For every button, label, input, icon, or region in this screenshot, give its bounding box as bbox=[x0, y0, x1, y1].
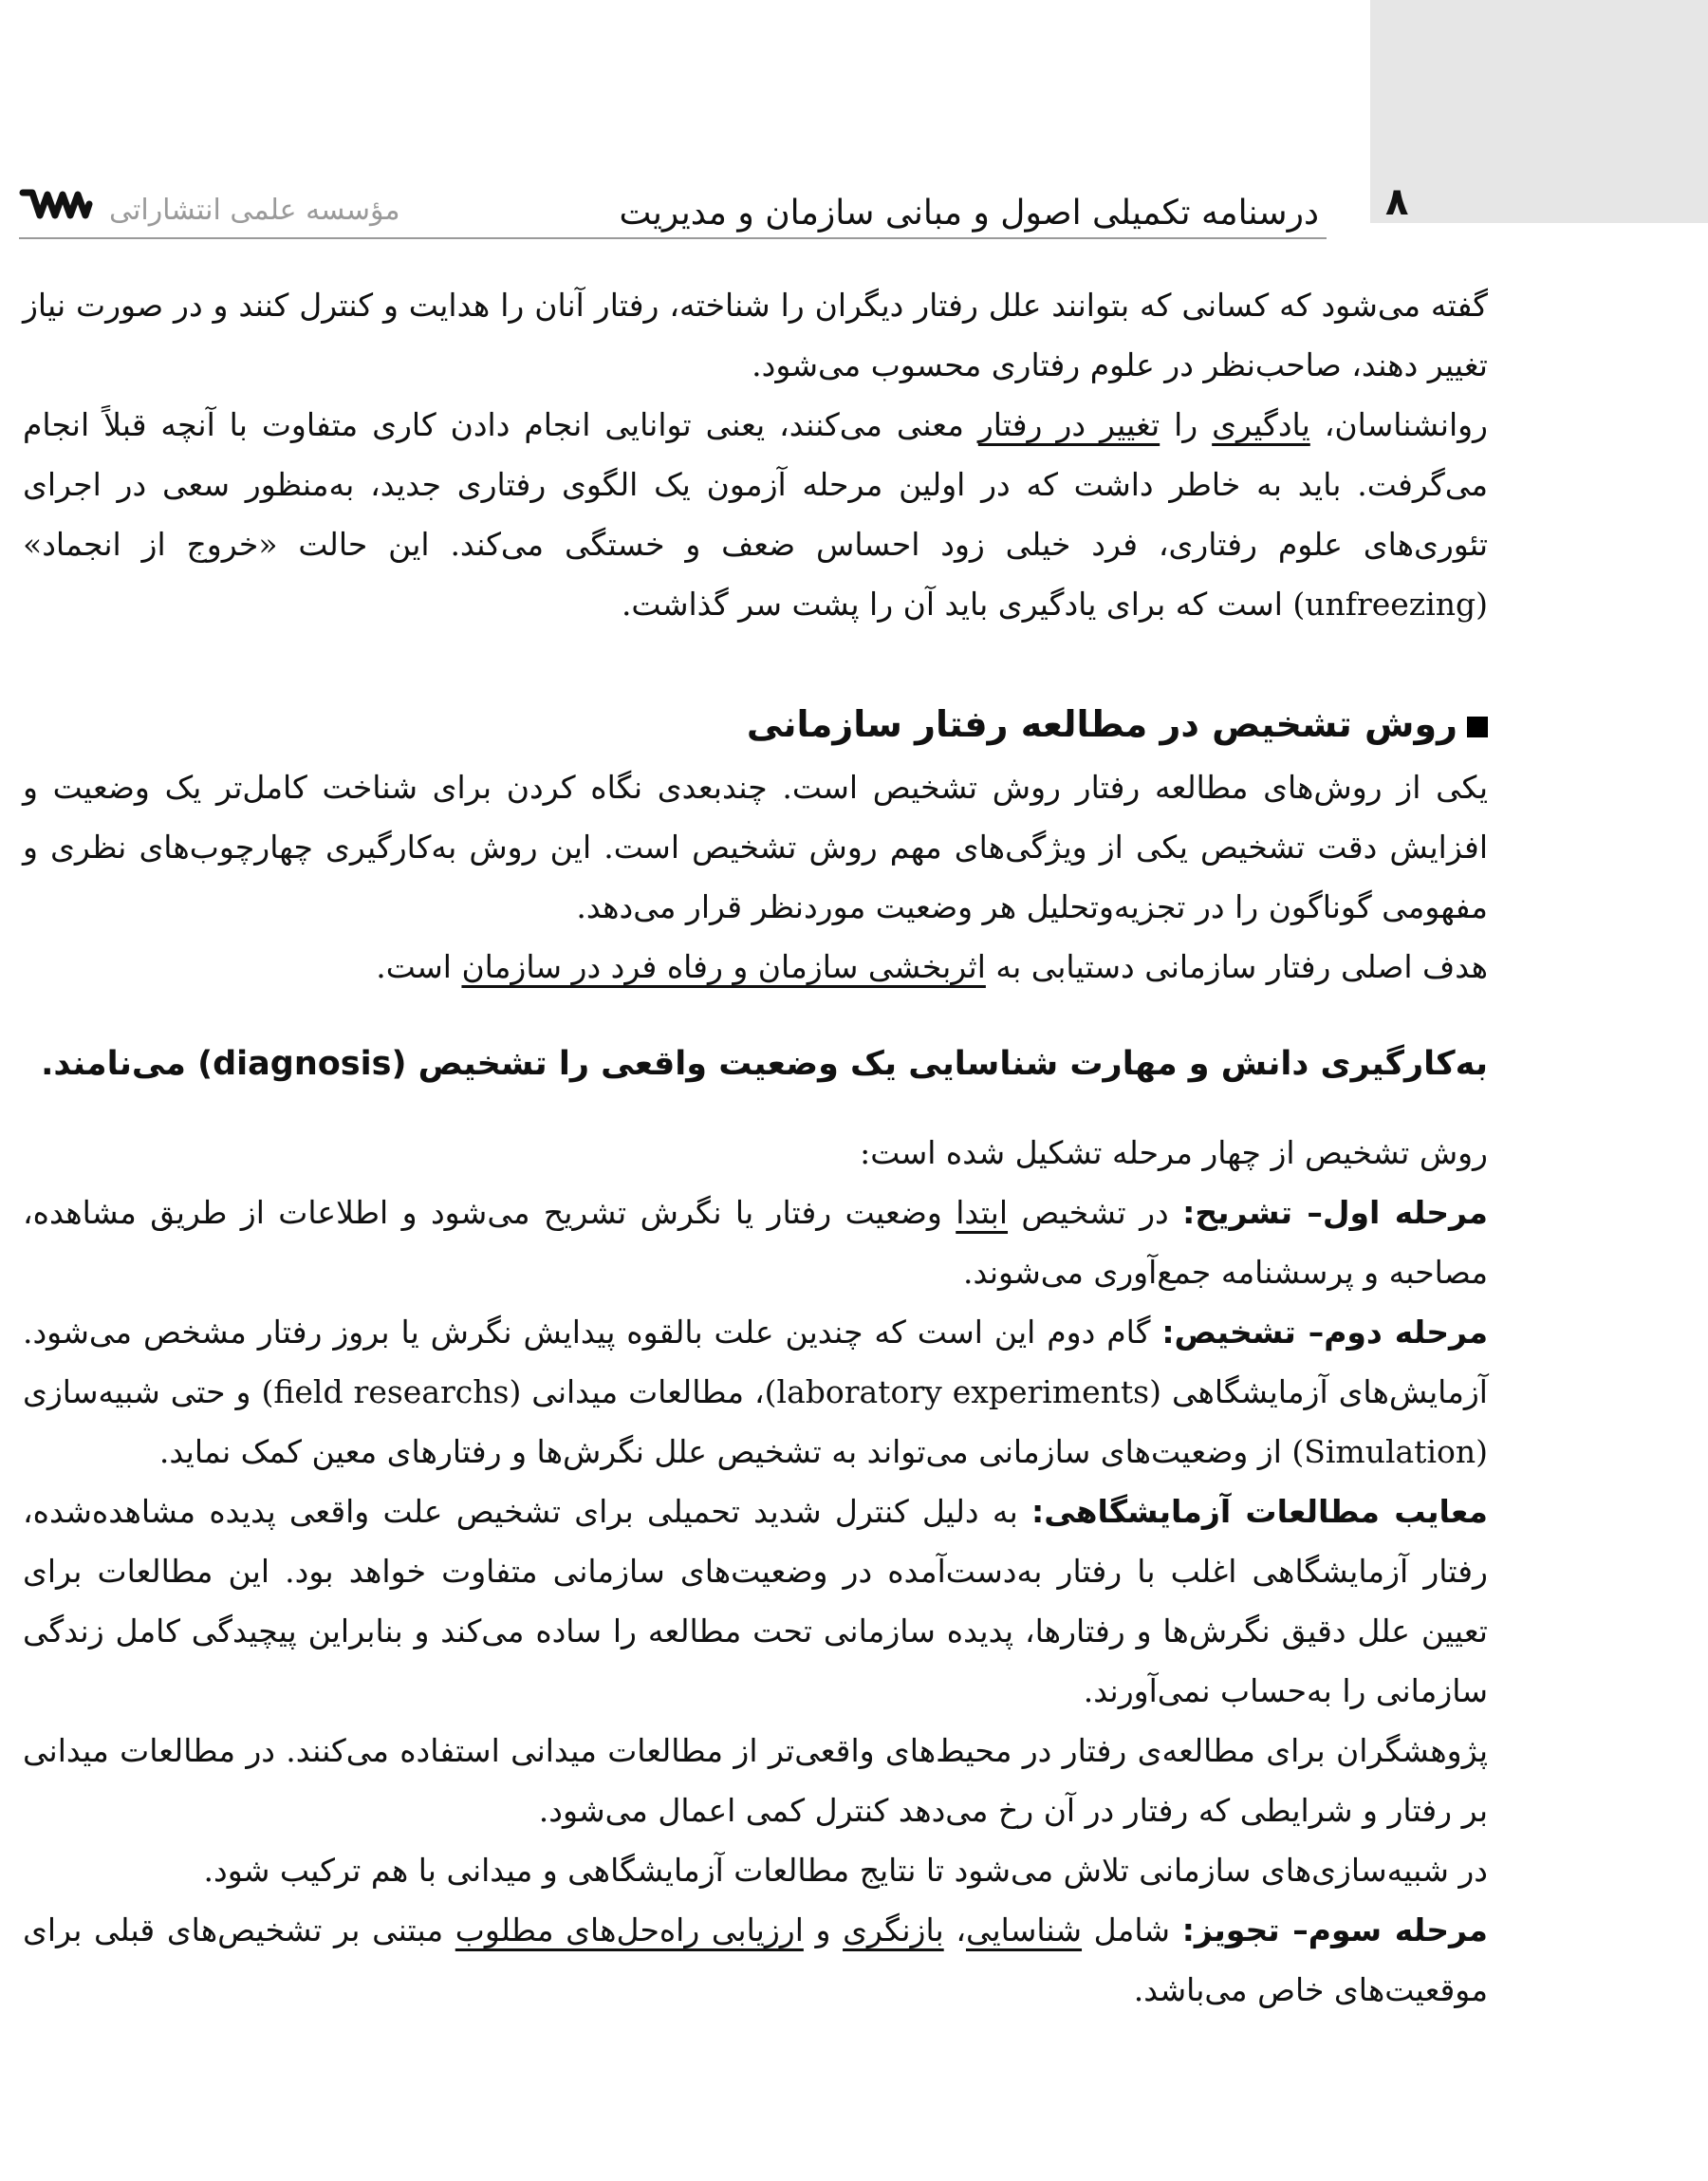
underlined-term: بازنگری bbox=[843, 1911, 944, 1948]
page-header bbox=[19, 180, 1708, 239]
stage-2: مرحله دوم– تشخیص: گام دوم این است که چندین علت بالقوه پیدایش نگرش یا بروز رفتار مشخص می‌شود. آزمایش‌های آزمایشگاهی (laboratory experiments)، مطالعات میدانی (field researchs) و حتی شبیه‌سازی (Simulation) از وضعیت‌های سازمانی می‌تواند به تشخیص علل نگرش‌ها و رفتارهای معین کمک نماید. bbox=[23, 1314, 1488, 1470]
paragraph-simulation: در شبیه‌سازی‌های سازمانی تلاش می‌شود تا نتایج مطالعات آزمایشگاهی و میدانی با هم ترکیب شود. bbox=[203, 1852, 1488, 1889]
page-number: ۸ bbox=[1385, 180, 1409, 224]
underlined-term: اثربخشی سازمان و رفاه فرد در سازمان bbox=[461, 948, 986, 985]
publisher-logo-icon bbox=[19, 185, 93, 225]
paragraph-stages-intro: روش تشخیص از چهار مرحله تشکیل شده است: bbox=[860, 1134, 1488, 1171]
stage-3: مرحله سوم– تجویز: شامل شناسایی، بازنگری و ارزیابی راه‌حل‌های مطلوب مبتنی بر تشخیص‌های قبلی برای موقعیت‌های خاص می‌باشد. bbox=[23, 1911, 1488, 2008]
underlined-term: تغییر در رفتار bbox=[977, 406, 1160, 443]
paragraph-intro: گفته می‌شود که کسانی که بتوانند علل رفتار دیگران را شناخته، رفتار آنان را هدایت و کنترل کنند و در صورت نیاز تغییر دهند، صاحب‌نظر در علوم رفتاری محسوب می‌شود. bbox=[23, 287, 1488, 383]
header-divider bbox=[19, 237, 1327, 239]
paragraph-diagnosis-method: یکی از روش‌های مطالعه رفتار روش تشخیص است. چندبعدی نگاه کردن برای شناخت کامل‌تر یک وضعیت و افزایش دقت تشخیص یکی از ویژگی‌های مهم روش تشخیص است. این روش به‌کارگیری چهارچوب‌های نظری و مفهومی گوناگون را در تجزیه‌وتحلیل هر وضعیت موردنظر قرار می‌دهد. bbox=[23, 769, 1488, 925]
bold-definition: به‌کارگیری دانش و مهارت شناسایی یک وضعیت واقعی را تشخیص (diagnosis) می‌نامند. bbox=[41, 1045, 1488, 1083]
lab-drawbacks-label: معایب مطالعات آزمایشگاهی: bbox=[1031, 1493, 1488, 1530]
book-title: درسنامه تکمیلی اصول و مبانی سازمان و مدیریت bbox=[619, 194, 1319, 233]
lab-drawbacks: معایب مطالعات آزمایشگاهی: به دلیل کنترل شدید تحمیلی برای تشخیص علت واقعی پدیده مشاهده‌شده، رفتار آزمایشگاهی اغلب با رفتار به‌دست‌آمده در وضعیت‌های سازمانی متفاوت خواهد بود. این مطالعات برای تعیین علل دقیق نگرش‌ها و رفتارها، پدیده سازمانی تحت مطالعه را ساده می‌کند و بنابراین پیچیدگی کامل زندگی سازمانی را به‌حساب نمی‌آورند. bbox=[23, 1493, 1488, 1709]
publisher-name: مؤسسه علمی انتشاراتی bbox=[109, 194, 400, 227]
underlined-term: ابتدا bbox=[956, 1194, 1009, 1231]
paragraph-main-goal: هدف اصلی رفتار سازمانی دستیابی به اثربخشی سازمان و رفاه فرد در سازمان است. bbox=[376, 948, 1488, 985]
bullet-square-icon bbox=[1467, 717, 1488, 737]
stage-1: مرحله اول– تشریح: در تشخیص ابتدا وضعیت رفتار یا نگرش تشریح می‌شود و اطلاعات از طریق مشاهده، مصاحبه و پرسشنامه جمع‌آوری می‌شوند. bbox=[23, 1194, 1488, 1291]
section-heading: روش تشخیص در مطالعه رفتار سازمانی bbox=[23, 691, 1488, 757]
underlined-term: شناسایی bbox=[965, 1911, 1083, 1948]
stage-1-label: مرحله اول– تشریح: bbox=[1182, 1194, 1488, 1231]
paragraph-field-studies: پژوهشگران برای مطالعه‌ی رفتار در محیط‌های واقعی‌تر از مطالعات میدانی استفاده می‌کنند. در مطالعات میدانی بر رفتار و شرایطی که رفتار در آن رخ می‌دهد کنترل کمی اعمال می‌شود. bbox=[23, 1732, 1488, 1829]
stage-3-label: مرحله سوم– تجویز: bbox=[1181, 1911, 1488, 1948]
paragraph-learning: روانشناسان، یادگیری را تغییر در رفتار معنی می‌کنند، یعنی توانایی انجام دادن کاری متفاوت با آنچه قبلاً انجام می‌گرفت. باید به خاطر داشت که در اولین مرحله آزمون یک الگوی رفتاری جدید، به‌منظور سعی در اجرای تئوری‌های علوم رفتاری، فرد خیلی زود احساس ضعف و خستگی می‌کند. این حالت «خروج از انجماد» (unfreezing) است که برای یادگیری باید آن را پشت سر گذاشت. bbox=[23, 406, 1488, 623]
page-body bbox=[23, 275, 1488, 2020]
underlined-term: یادگیری bbox=[1212, 406, 1310, 443]
stage-2-label: مرحله دوم– تشخیص: bbox=[1161, 1314, 1488, 1351]
underlined-term: ارزیابی راه‌حل‌های مطلوب bbox=[455, 1911, 804, 1948]
